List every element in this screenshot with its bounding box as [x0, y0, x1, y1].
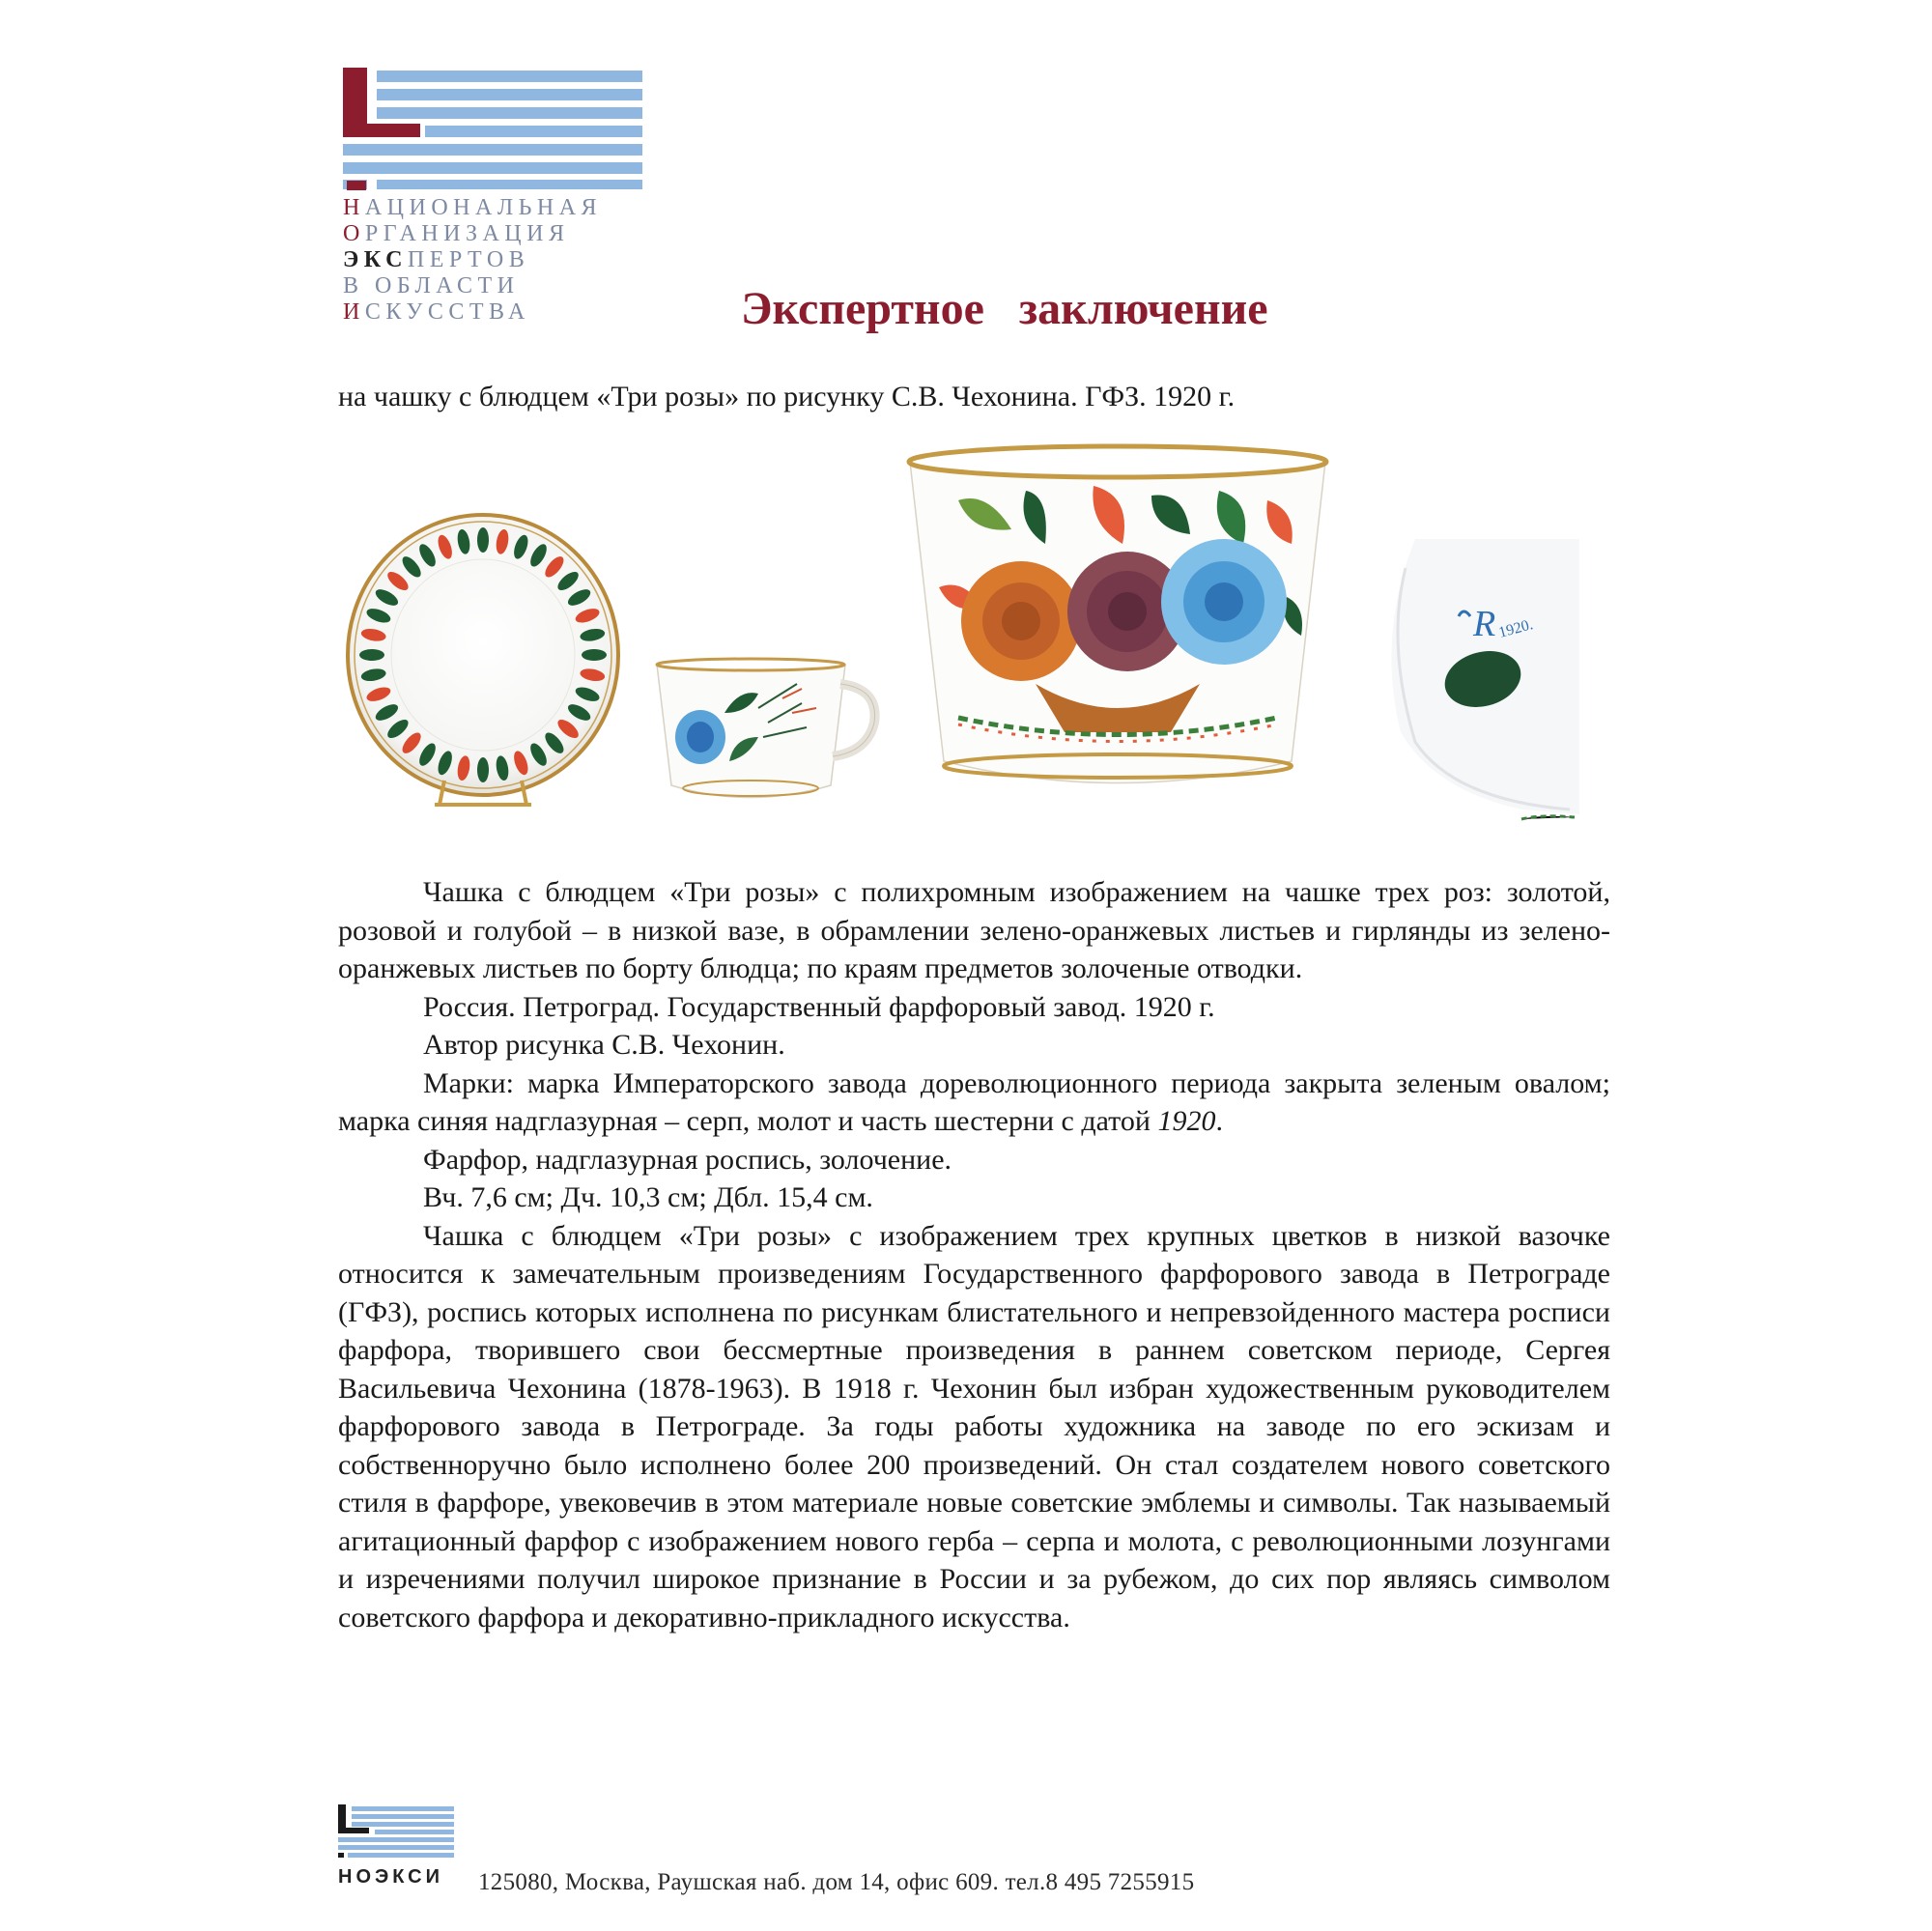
- logo-emblem-icon: [343, 68, 642, 193]
- document-title: Экспертное заключение: [741, 283, 1268, 334]
- body-paragraph-3: Автор рисунка С.В. Чехонин.: [423, 1029, 785, 1061]
- photo-strip: [338, 442, 1579, 838]
- body-paragraph-5: Фарфор, надглазурная роспись, золочение.: [423, 1143, 952, 1176]
- wreath-leaf: [477, 757, 489, 782]
- cup-detail-photo: [900, 442, 1335, 800]
- wreath-leaf: [359, 649, 384, 661]
- cup-photo: [647, 655, 889, 809]
- document-subtitle: на чашку с блюдцем «Три розы» по рисунку С.В. Чехонина. ГФЗ. 1920 г.: [338, 381, 1236, 412]
- body-paragraph-6: Вч. 7,6 см; Дч. 10,3 см; Дбл. 15,4 см.: [423, 1181, 873, 1213]
- body-paragraph-1: Чашка с блюдцем «Три розы» с полихромным изображением на чашке трех роз: золотой, розовой и голубой – в низкой вазе, в обрамлении зелено-оранжевых листьев и гирлянды из зелено-оранжевых листьев по борту блюдца; по краям предметов золоченые отводки.: [338, 876, 1610, 984]
- logo-line-1: НАЦИОНАЛЬНАЯ: [343, 195, 603, 220]
- document-body: [338, 873, 1610, 1636]
- mark-detail-photo: [1377, 539, 1579, 829]
- footer-logo-icon: [338, 1804, 454, 1862]
- logo-line-3: ЭКСПЕРТОВ: [343, 247, 530, 272]
- saucer-photo: [338, 510, 628, 809]
- noeksi-logo: [343, 68, 642, 333]
- wreath-leaf: [582, 649, 607, 661]
- footer-org-name: НОЭКСИ: [338, 1866, 443, 1888]
- body-paragraph-2: Россия. Петроград. Государственный фарфоровый завод. 1920 г.: [423, 990, 1215, 1023]
- mark-date-text: 1920.: [1496, 616, 1535, 641]
- logo-line-2: ОРГАНИЗАЦИЯ: [343, 221, 570, 246]
- logo-text: [343, 195, 602, 326]
- body-paragraph-7: Чашка с блюдцем «Три розы» с изображением трех крупных цветков в низкой вазочке относится к замечательным произведениям Государственного фарфорового завода в Петрограде (ГФЗ), роспись которых исполнена по рисункам блистательного и непревзойденного мастера росписи фарфора, творившего свои бессмертные произведения в раннем советском периоде, Сергея Васильевича Чехонина (1878-1963). В 1918 г. Чехонин был избран художественным руководителем фарфорового завода в Петрограде. За годы работы художника на заводе по его эскизам и собственноручно было исполнено более 200 произведений. Он стал создателем нового советского стиля в фарфоре, увековечив в этом материале новые советские эмблемы и символы. Так называемый агитационный фарфор с изображением нового герба – серпа и молота, с революционными лозунгами и изречениями получил широкое признание в России и за рубежом, до сих пор являясь символом советского фарфора и декоративно-прикладного искусства.: [338, 1219, 1610, 1633]
- footer-address: 125080, Москва, Раушская наб. дом 14, офис 609. тел.8 495 7255915: [478, 1869, 1195, 1895]
- logo-line-4: В ОБЛАСТИ: [343, 273, 520, 298]
- logo-line-5: ИСКУССТВА: [343, 299, 530, 325]
- maker-mark-icon: R: [1473, 604, 1496, 644]
- body-paragraph-4: Марки: марка Императорского завода дореволюционного периода закрыта зеленым овалом; марка синяя надглазурная – серп, молот и часть шестерни с датой 1920.: [338, 1066, 1610, 1137]
- wreath-leaf: [477, 527, 489, 553]
